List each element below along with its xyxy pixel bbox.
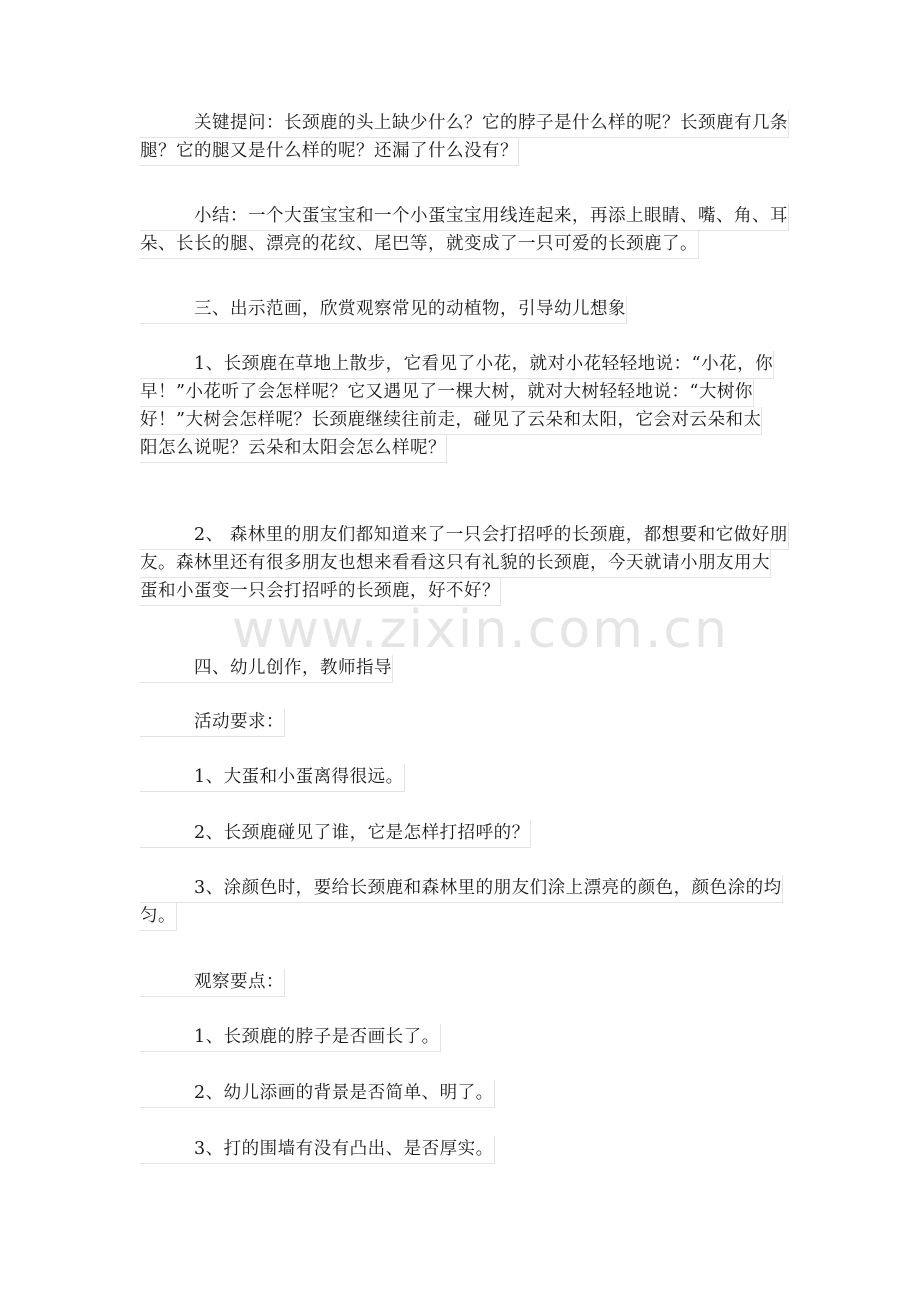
text-line: 1、大蛋和小蛋离得很远。 [140,764,405,792]
text-line: 活动要求： [140,709,285,737]
heading-activity-requirements [140,709,782,737]
text-line: 1、长颈鹿在草地上散步，它看见了小花，就对小花轻轻地说：“小花，你 [140,351,774,379]
requirement-item-2 [140,820,782,848]
text-line: 友。森林里还有很多朋友也想来看看这只有礼貌的长颈鹿，今天就请小朋友用大 [140,550,771,578]
heading-section-four [140,655,782,683]
text-line: 观察要点： [140,969,285,997]
paragraph-key-questions [140,110,788,166]
text-line: 2、长颈鹿碰见了谁，它是怎样打招呼的？ [140,820,531,848]
text-line: 四、幼儿创作，教师指导 [140,655,393,683]
paragraph-item-1 [140,351,782,463]
text-line: 1、长颈鹿的脖子是否画长了。 [140,1024,441,1052]
text-line: 3、打的围墙有没有凸出、是否厚实。 [140,1136,495,1164]
text-line: 阳怎么说呢？云朵和太阳会怎么样呢？ [140,435,447,463]
paragraph-summary [140,203,788,259]
text-line: 好！”大树会怎样呢？长颈鹿继续往前走，碰见了云朵和太阳，它会对云朵和太 [140,407,762,435]
heading-observation-points [140,969,782,997]
paragraph-item-2 [140,522,788,606]
observation-item-2 [140,1080,782,1108]
text-line: 关键提问：长颈鹿的头上缺少什么？它的脖子是什么样的呢？长颈鹿有几条 [140,110,789,138]
text-line: 小结：一个大蛋宝宝和一个小蛋宝宝用线连起来，再添上眼睛、嘴、角、耳 [140,203,789,231]
text-line: 早！”小花听了会怎样呢？它又遇见了一棵大树，就对大树轻轻地说：“大树你 [140,379,754,407]
text-line: 2、 森林里的朋友们都知道来了一只会打招呼的长颈鹿，都想要和它做好朋 [140,522,789,550]
observation-item-1 [140,1024,782,1052]
watermark: www.zixin.com.cn [232,600,729,660]
text-line: 2、幼儿添画的背景是否简单、明了。 [140,1080,495,1108]
requirement-item-3 [140,875,782,931]
text-line: 朵、长长的腿、漂亮的花纹、尾巴等，就变成了一只可爱的长颈鹿了。 [140,231,699,259]
observation-item-3 [140,1136,782,1164]
requirement-item-1 [140,764,782,792]
text-line: 蛋和小蛋变一只会打招呼的长颈鹿，好不好？ [140,578,501,606]
heading-section-three [140,296,782,324]
text-line: 三、出示范画，欣赏观察常见的动植物，引导幼儿想象 [140,296,627,324]
text-line: 匀。 [140,903,177,931]
text-line: 3、涂颜色时，要给长颈鹿和森林里的朋友们涂上漂亮的颜色，颜色涂的均 [140,875,783,903]
text-line: 腿？它的腿又是什么样的呢？还漏了什么没有？ [140,138,519,166]
